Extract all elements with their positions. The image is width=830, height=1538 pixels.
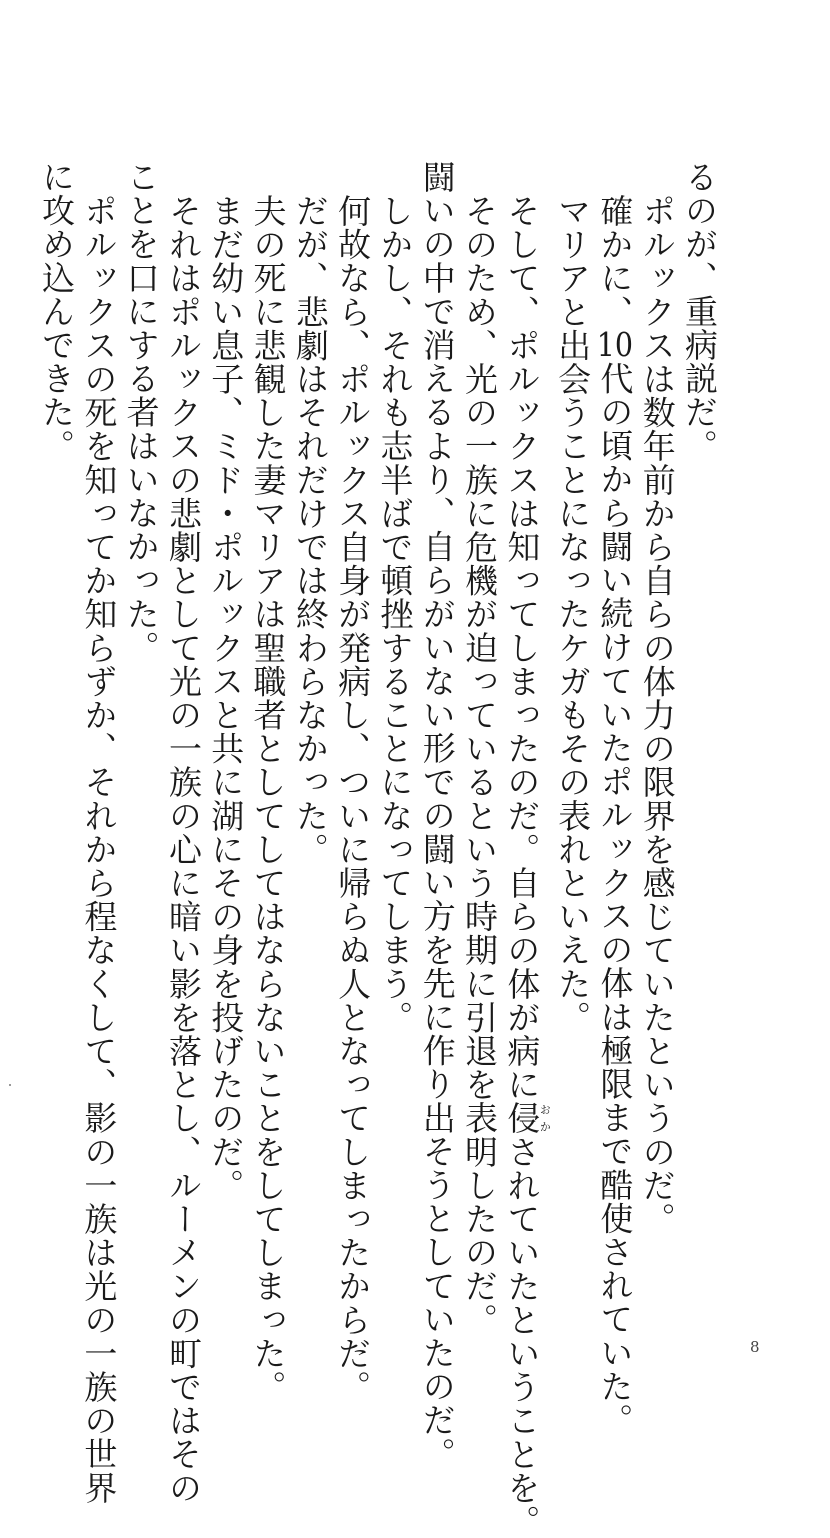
line-segment: 確かに、 (595, 194, 635, 329)
text-line: 夫の死に悲観した妻マリアは聖職者としてしてはならないことをしてしまった。 (248, 194, 288, 1404)
line-segment: されていたということを。 (502, 1134, 542, 1538)
text-line: だが、悲劇はそれだけでは終わらなかった。 (290, 194, 330, 866)
text-line: マリアと出会うことになったケガもその表れといえた。 (553, 194, 593, 1034)
line-segment: そして、ポルックスは知ってしまったのだ。自らの体が病に (502, 194, 542, 1102)
text-line: 何故なら、ポルックス自身が発病し、ついに帰らぬ人となってしまったからだ。 (333, 194, 373, 1404)
text-line: しかし、それも志半ばで頓挫することになってしまう。 (375, 194, 415, 1034)
text-line (593, 160, 635, 1437)
text-line: ポルックスは数年前から自らの体力の限界を感じていたというのだ。 (637, 194, 677, 1236)
text-line: 闘いの中で消えるより、自らがいない形での闘い方を先に作り出そうとしていたのだ。 (417, 160, 457, 1471)
text-line (500, 160, 552, 1538)
text-line: まだ幼い息子、ミド・ポルックスと共に湖にその身を投げたのだ。 (206, 194, 246, 1202)
ruby-reading: おか (538, 1101, 552, 1135)
text-line: ことを口にする者はいなかった。 (121, 160, 161, 664)
text-line: に攻め込んできた。 (37, 160, 77, 463)
scan-speck (9, 1084, 11, 1086)
ruby-base: 侵 (502, 1101, 542, 1135)
text-line: それはポルックスの悲劇として光の一族の心に暗い影を落とし、ルーメンの町ではその (163, 194, 203, 1505)
vertical-text-block (35, 160, 720, 1538)
text-line: るのが、重病説だ。 (680, 160, 719, 463)
line-segment: 代の頃から闘い続けていたポルックスの体は極限まで酷使されていた。 (595, 361, 635, 1437)
page-number: 8 (750, 1338, 760, 1356)
text-line: そのため、光の一族に危機が迫っているという時期に引退を表明したのだ。 (460, 194, 500, 1337)
text-line: ポルックスの死を知ってか知らずか、それから程なくして、影の一族は光の一族の世界 (79, 194, 119, 1505)
furigana-word (502, 1101, 552, 1135)
tate-chu-yoko-number: 10 (596, 328, 634, 362)
